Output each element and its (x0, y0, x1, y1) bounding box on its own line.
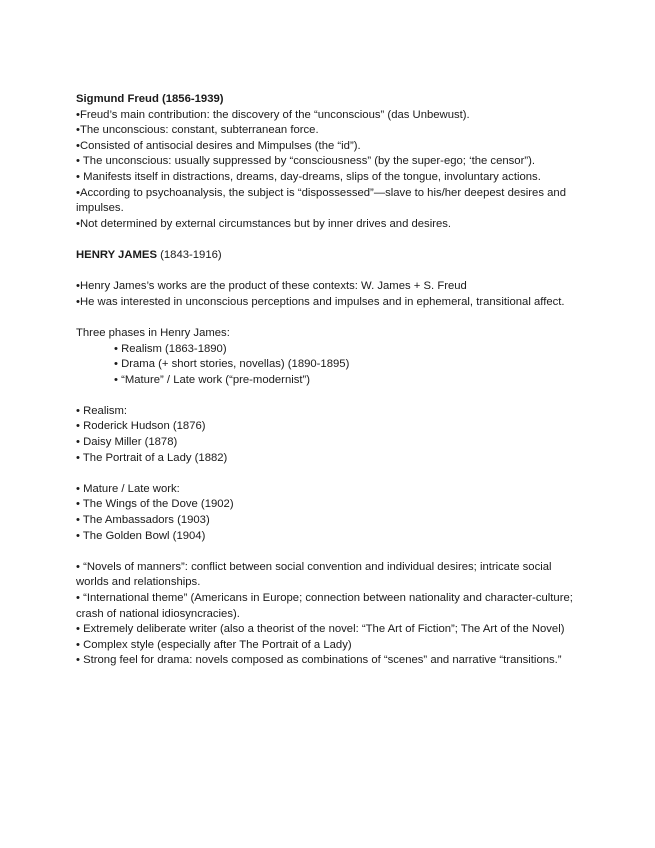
realism-heading: • Realism: (76, 404, 128, 417)
freud-bullet: •Not determined by external circumstances but by inner drives and desires. (76, 217, 452, 230)
phase-item: • Realism (1863-1890) (114, 342, 227, 355)
spacer (76, 264, 581, 280)
james-heading (76, 248, 581, 264)
spacer (76, 388, 581, 404)
phase-item: • Drama (+ short stories, novellas) (1890-1895) (114, 358, 350, 371)
freud-bullet: •The unconscious: constant, subterranean force. (76, 124, 319, 137)
late-work: • The Ambassadors (1903) (76, 514, 210, 527)
freud-bullet: • The unconscious: usually suppressed by “consciousness” (by the super-ego; ‘the censor”). (76, 155, 535, 168)
phase-item: • “Mature” / Late work (“pre-modernist”) (114, 373, 311, 386)
feature-bullet: • Strong feel for drama: novels composed as combinations of “scenes” and narrative “transitions.” (76, 654, 562, 667)
spacer (76, 232, 581, 248)
james-heading-name: HENRY JAMES (76, 248, 157, 261)
realism-work: • The Portrait of a Lady (1882) (76, 451, 228, 464)
phases-intro: Three phases in Henry James: (76, 326, 230, 339)
late-work: • The Golden Bowl (1904) (76, 529, 206, 542)
feature-bullet: • “International theme” (Americans in Europe; connection between nationality and character-culture; crash of national idiosyncracies). (76, 592, 573, 620)
freud-bullet: •According to psychoanalysis, the subject is “dispossessed”—slave to his/her deepest desires and impulses. (76, 186, 566, 215)
freud-bullet: • Manifests itself in distractions, dreams, day-dreams, slips of the tongue, involuntary actions. (76, 170, 541, 183)
james-context-bullet: •He was interested in unconscious perceptions and impulses and in ephemeral, transitional affect. (76, 295, 565, 308)
spacer (76, 544, 581, 560)
feature-bullet: • “Novels of manners”: conflict between social convention and individual desires; intricate social worlds and relationships. (76, 560, 552, 589)
freud-bullet: •Consisted of antisocial desires and Mimpulses (the “id”). (76, 139, 361, 152)
james-context-bullet: •Henry James’s works are the product of these contexts: W. James + S. Freud (76, 280, 467, 293)
freud-section (76, 92, 581, 232)
late-work: • The Wings of the Dove (1902) (76, 498, 234, 511)
feature-bullet: • Complex style (especially after The Portrait of a Lady) (76, 638, 352, 651)
freud-bullet: •Freud’s main contribution: the discovery of the “unconscious” (das Unbewust). (76, 108, 470, 121)
document-page (76, 92, 581, 669)
spacer (76, 310, 581, 326)
late-heading: • Mature / Late work: (76, 482, 180, 495)
realism-work: • Daisy Miller (1878) (76, 436, 178, 449)
james-heading-dates: (1843-1916) (156, 248, 222, 261)
realism-work: • Roderick Hudson (1876) (76, 420, 206, 433)
spacer (76, 466, 581, 482)
freud-heading: Sigmund Freud (1856-1939) (76, 93, 224, 105)
feature-bullet: • Extremely deliberate writer (also a theorist of the novel: “The Art of Fiction”; The Art of the Novel) (76, 623, 565, 636)
